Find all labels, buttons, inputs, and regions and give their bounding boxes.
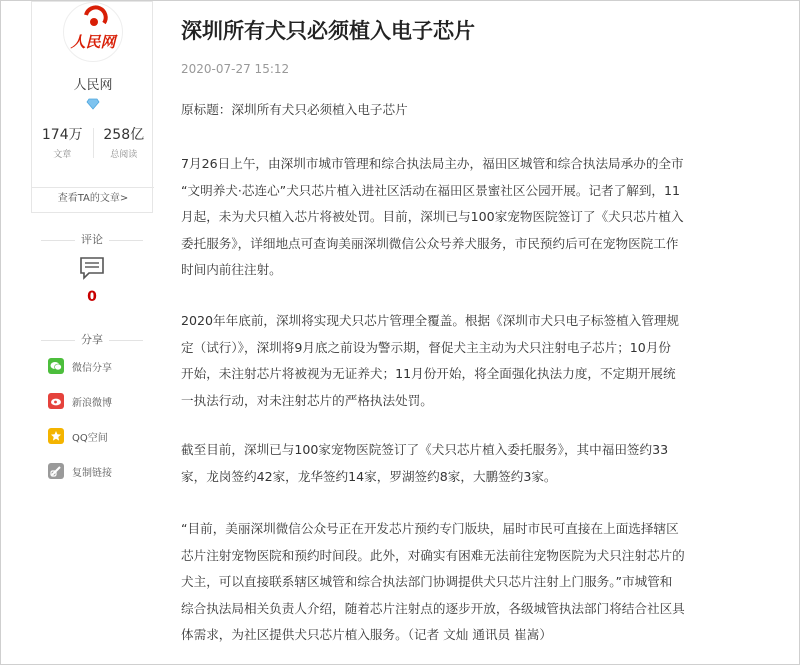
author-card bbox=[31, 1, 153, 213]
qzone-icon bbox=[48, 428, 64, 444]
verified-diamond-icon bbox=[86, 98, 100, 110]
paragraph-line: 一执法行动，对未注射芯片的严格执法处罚。 bbox=[181, 392, 433, 408]
copy-link-button[interactable] bbox=[48, 462, 112, 480]
paragraph-line: “目前，美丽深圳微信公众号正在开发芯片预约专门版块，届时市民可直接在上面选择辖区 bbox=[181, 521, 679, 536]
article-title: 深圳所有犬只必须植入电子芯片 bbox=[181, 19, 475, 43]
stat-value: 174万 bbox=[41, 127, 83, 143]
paragraph-line: 时间内前往注射。 bbox=[181, 262, 282, 277]
paragraph-line: 月起，未为犬只植入芯片将被处罚。目前，深圳已与100家宠物医院签订了《犬只芯片植入 bbox=[181, 209, 684, 224]
paragraph-line: 截至目前，深圳已与100家宠物医院签订了《犬只芯片植入委托服务》，其中福田签约33 bbox=[181, 442, 669, 457]
comment-icon[interactable] bbox=[79, 255, 105, 281]
share-label: 微信分享 bbox=[72, 362, 112, 374]
share-weibo-button[interactable] bbox=[48, 392, 112, 410]
article-paragraph-1 bbox=[181, 151, 756, 284]
share-label: 新浪微博 bbox=[72, 397, 112, 409]
logo-text: 人民网 bbox=[70, 33, 116, 51]
paragraph-line: 开始，未注射芯片将被视为无证养犬；11月份开始，将全面强化执法力度，不定期开展统 bbox=[181, 366, 676, 381]
original-title: 原标题：深圳所有犬只必须植入电子芯片 bbox=[181, 102, 408, 117]
paragraph-line: 芯片注射宠物医院和预约时间段。此外，对确实有困难无法前往宠物医院为犬只注射芯片的 bbox=[181, 547, 685, 563]
article-paragraph-2 bbox=[181, 308, 756, 414]
comment-section bbox=[31, 231, 153, 305]
article-paragraph-3 bbox=[181, 437, 756, 490]
stat-articles bbox=[32, 124, 93, 160]
link-icon bbox=[48, 463, 64, 479]
paragraph-line: “文明养犬·芯连心”犬只芯片植入进社区活动在福田区景蜜社区公园开展。记者了解到，11 bbox=[181, 182, 681, 198]
comment-count[interactable]: 0 bbox=[87, 289, 97, 305]
paragraph-line: 犬主，可以直接联系辖区城管和综合执法部门协调提供犬只芯片注射上门服务。”市城管和 bbox=[181, 574, 673, 589]
wechat-icon bbox=[48, 358, 64, 374]
share-section bbox=[31, 331, 153, 479]
paragraph-line: 7月26日上午，由深圳市城市管理和综合执法局主办，福田区城管和综合执法局承办的全市 bbox=[181, 156, 684, 171]
author-sidebar bbox=[31, 1, 153, 479]
article-date: 2020-07-27 15:12 bbox=[181, 62, 290, 76]
paragraph-line: 家，龙岗签约42家，龙华签约14家，罗湖签约8家，大鹏签约3家。 bbox=[181, 468, 557, 484]
people-daily-logo-icon bbox=[64, 3, 122, 61]
view-author-articles-button[interactable]: 查看TA的文章> bbox=[32, 187, 154, 207]
share-label: QQ空间 bbox=[72, 432, 108, 444]
author-stats bbox=[32, 124, 154, 160]
paragraph-line: 定（试行）》，深圳将9月底之前设为警示期，督促犬主主动为犬只注射电子芯片；10月份 bbox=[181, 339, 672, 355]
stat-value: 258亿 bbox=[103, 127, 145, 143]
stat-label: 文章 bbox=[53, 150, 72, 160]
article-paragraph-4 bbox=[181, 516, 756, 649]
stat-reads bbox=[94, 124, 155, 160]
paragraph-line: 综合执法局相关负责人介绍，随着芯片注射点的逐步开放，各级城管执法部门将结合社区具 bbox=[181, 600, 685, 616]
share-qzone-button[interactable] bbox=[48, 427, 108, 445]
share-wechat-button[interactable] bbox=[48, 357, 112, 375]
paragraph-line: 委托服务》，详细地点可查询美丽深圳微信公众号养犬服务，市民预约后可在宠物医院工作 bbox=[181, 235, 679, 251]
stat-label: 总阅读 bbox=[110, 150, 138, 160]
paragraph-line: 体需求，为社区提供犬只芯片植入服务。（记者 文灿 通讯员 崔嵩） bbox=[181, 627, 552, 642]
author-name[interactable]: 人民网 bbox=[73, 78, 113, 93]
weibo-icon bbox=[48, 393, 64, 409]
share-label: 复制链接 bbox=[72, 467, 112, 479]
share-heading: 分享 bbox=[31, 331, 153, 349]
paragraph-line: 2020年年底前，深圳将实现犬只芯片管理全覆盖。根据《深圳市犬只电子标签植入管理规 bbox=[181, 313, 680, 328]
author-logo[interactable] bbox=[63, 2, 123, 62]
comment-heading: 评论 bbox=[31, 231, 153, 249]
